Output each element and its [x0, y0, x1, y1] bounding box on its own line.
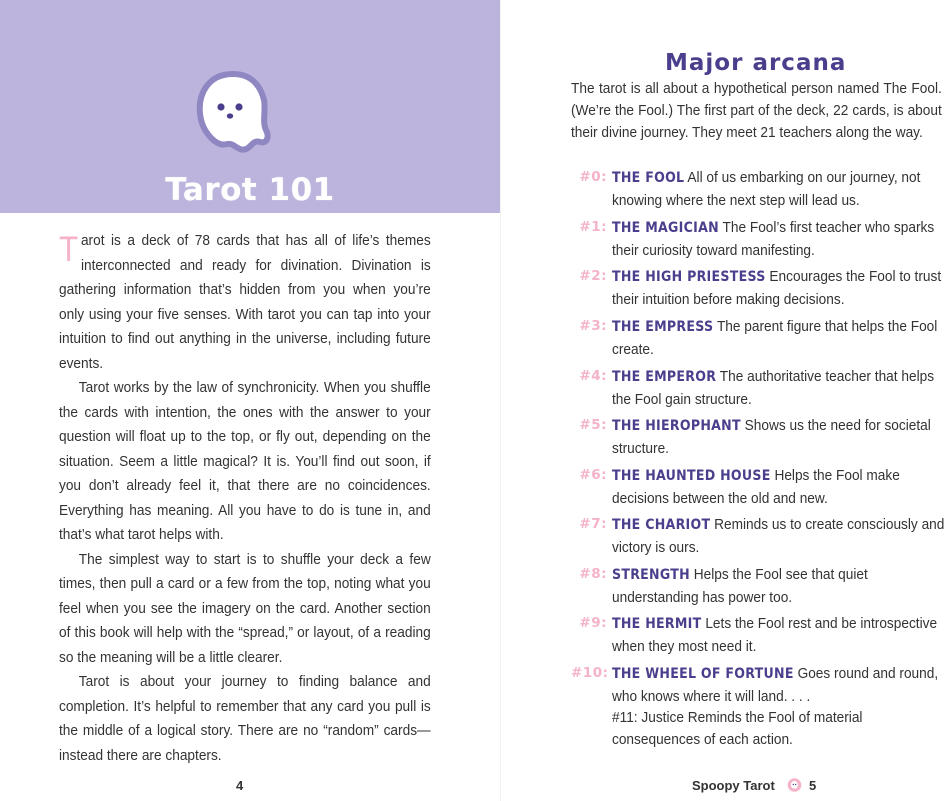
card-number: #8: — [579, 566, 607, 582]
card-name: THE HIGH PRIESTESS — [612, 269, 766, 285]
card-number: #2: — [579, 268, 607, 284]
card-extra-line: #11: Justice Reminds the Fool of material consequences of each action. — [612, 709, 863, 748]
card-entry — [612, 217, 945, 261]
card-entry — [612, 564, 945, 608]
drop-cap: T — [59, 230, 79, 269]
card-number: #6: — [579, 467, 607, 483]
card-description: Shows us the need for societal structure. — [612, 417, 931, 457]
card-name: THE EMPEROR — [612, 369, 717, 385]
paragraph: Tarot works by the law of synchronicity. When you shuffle the cards with intention, the ones with the answer to your question will float up to the top, or fly out, depending on the situation. Seem a little magical? It is. You’ll find out soon, if you don’t already feel it, that there are no coincidences. Everything has meaning. All you have to do is tune in, and that’s what tarot helps with. — [59, 379, 431, 543]
card-number: #4: — [579, 368, 607, 384]
paragraph: The simplest way to start is to shuffle your deck a few times, then pull a card or a few from the top, noting what you feel when you see the imagery on the card. Another section of this book will help with the “spread,” or layout, of a reading so the meaning will be a little clearer. — [59, 550, 431, 666]
footer-ghost-icon — [787, 778, 802, 792]
book-title: Spoopy Tarot — [692, 778, 775, 793]
card-description: The parent figure that helps the Fool create. — [612, 318, 938, 358]
card-entry — [612, 316, 945, 360]
card-number: #5: — [579, 417, 607, 433]
card-entry — [612, 366, 945, 410]
card-description: Helps the Fool see that quiet understanding has power too. — [612, 566, 868, 606]
card-entry — [612, 415, 945, 459]
card-description: Encourages the Fool to trust their intuition before making decisions. — [612, 268, 942, 308]
card-description: Helps the Fool make decisions between the old and new. — [612, 467, 900, 507]
card-entry — [612, 465, 945, 509]
card-number: #3: — [579, 318, 607, 334]
card-entry — [612, 266, 945, 310]
card-description: Lets the Fool rest and be introspective when they most need it. — [612, 615, 938, 655]
card-name: THE CHARIOT — [612, 517, 711, 533]
card-name: THE MAGICIAN — [612, 220, 719, 236]
card-number: #1: — [579, 219, 607, 235]
card-description: The authoritative teacher that helps the Fool gain structure. — [612, 368, 935, 408]
card-number: #10: — [571, 665, 609, 681]
card-name: THE HAUNTED HOUSE — [612, 468, 771, 484]
chapter-title: Tarot 101 — [165, 172, 335, 208]
page-gutter — [500, 0, 501, 801]
card-entry — [612, 663, 945, 750]
card-description: All of us embarking on our journey, not knowing where the next step will lead us. — [612, 169, 921, 209]
card-description: Reminds us to create consciously and victory is ours. — [612, 516, 945, 556]
page-number: 4 — [236, 778, 244, 793]
running-footer — [692, 778, 775, 793]
page-number: 5 — [809, 778, 817, 793]
paragraph-text: arot is a deck of 78 cards that has all of life’s themes interconnected and ready for divination. Divination is gathering information that’s hidden from you when you’re only using your five senses. With tarot you can tap into your intuition to find out anything in the universe, including future events. — [59, 232, 431, 372]
card-number: #9: — [579, 615, 607, 631]
section-title: Major arcana — [665, 50, 847, 76]
paragraph: Tarot is about your journey to finding balance and completion. It’s helpful to remember that any card you pull is the middle of a logical story. There are no “random” cards—instead there are chapters. — [59, 673, 431, 764]
card-number: #7: — [579, 516, 607, 532]
card-name: THE HIEROPHANT — [612, 418, 741, 434]
card-description: The Fool’s first teacher who sparks their curiosity toward manifesting. — [612, 219, 935, 259]
card-description: Goes round and round, who knows where it will land. . . . — [612, 665, 939, 705]
card-name: THE WHEEL OF FORTUNE — [612, 666, 794, 682]
left-body-text — [59, 229, 431, 768]
card-entry — [612, 167, 945, 211]
card-name: THE HERMIT — [612, 616, 702, 632]
card-name: THE EMPRESS — [612, 319, 714, 335]
card-entry — [612, 514, 945, 558]
ghost-icon — [190, 66, 276, 156]
section-intro: The tarot is all about a hypothetical person named The Fool. (We’re the Fool.) The first part of the deck, 22 cards, is about their divine journey. They meet 21 teachers along the way. — [571, 80, 942, 141]
card-entry — [612, 613, 945, 657]
card-name: STRENGTH — [612, 567, 690, 583]
card-name: THE FOOL — [612, 170, 685, 186]
paragraph — [59, 229, 431, 376]
card-number: #0: — [579, 169, 607, 185]
